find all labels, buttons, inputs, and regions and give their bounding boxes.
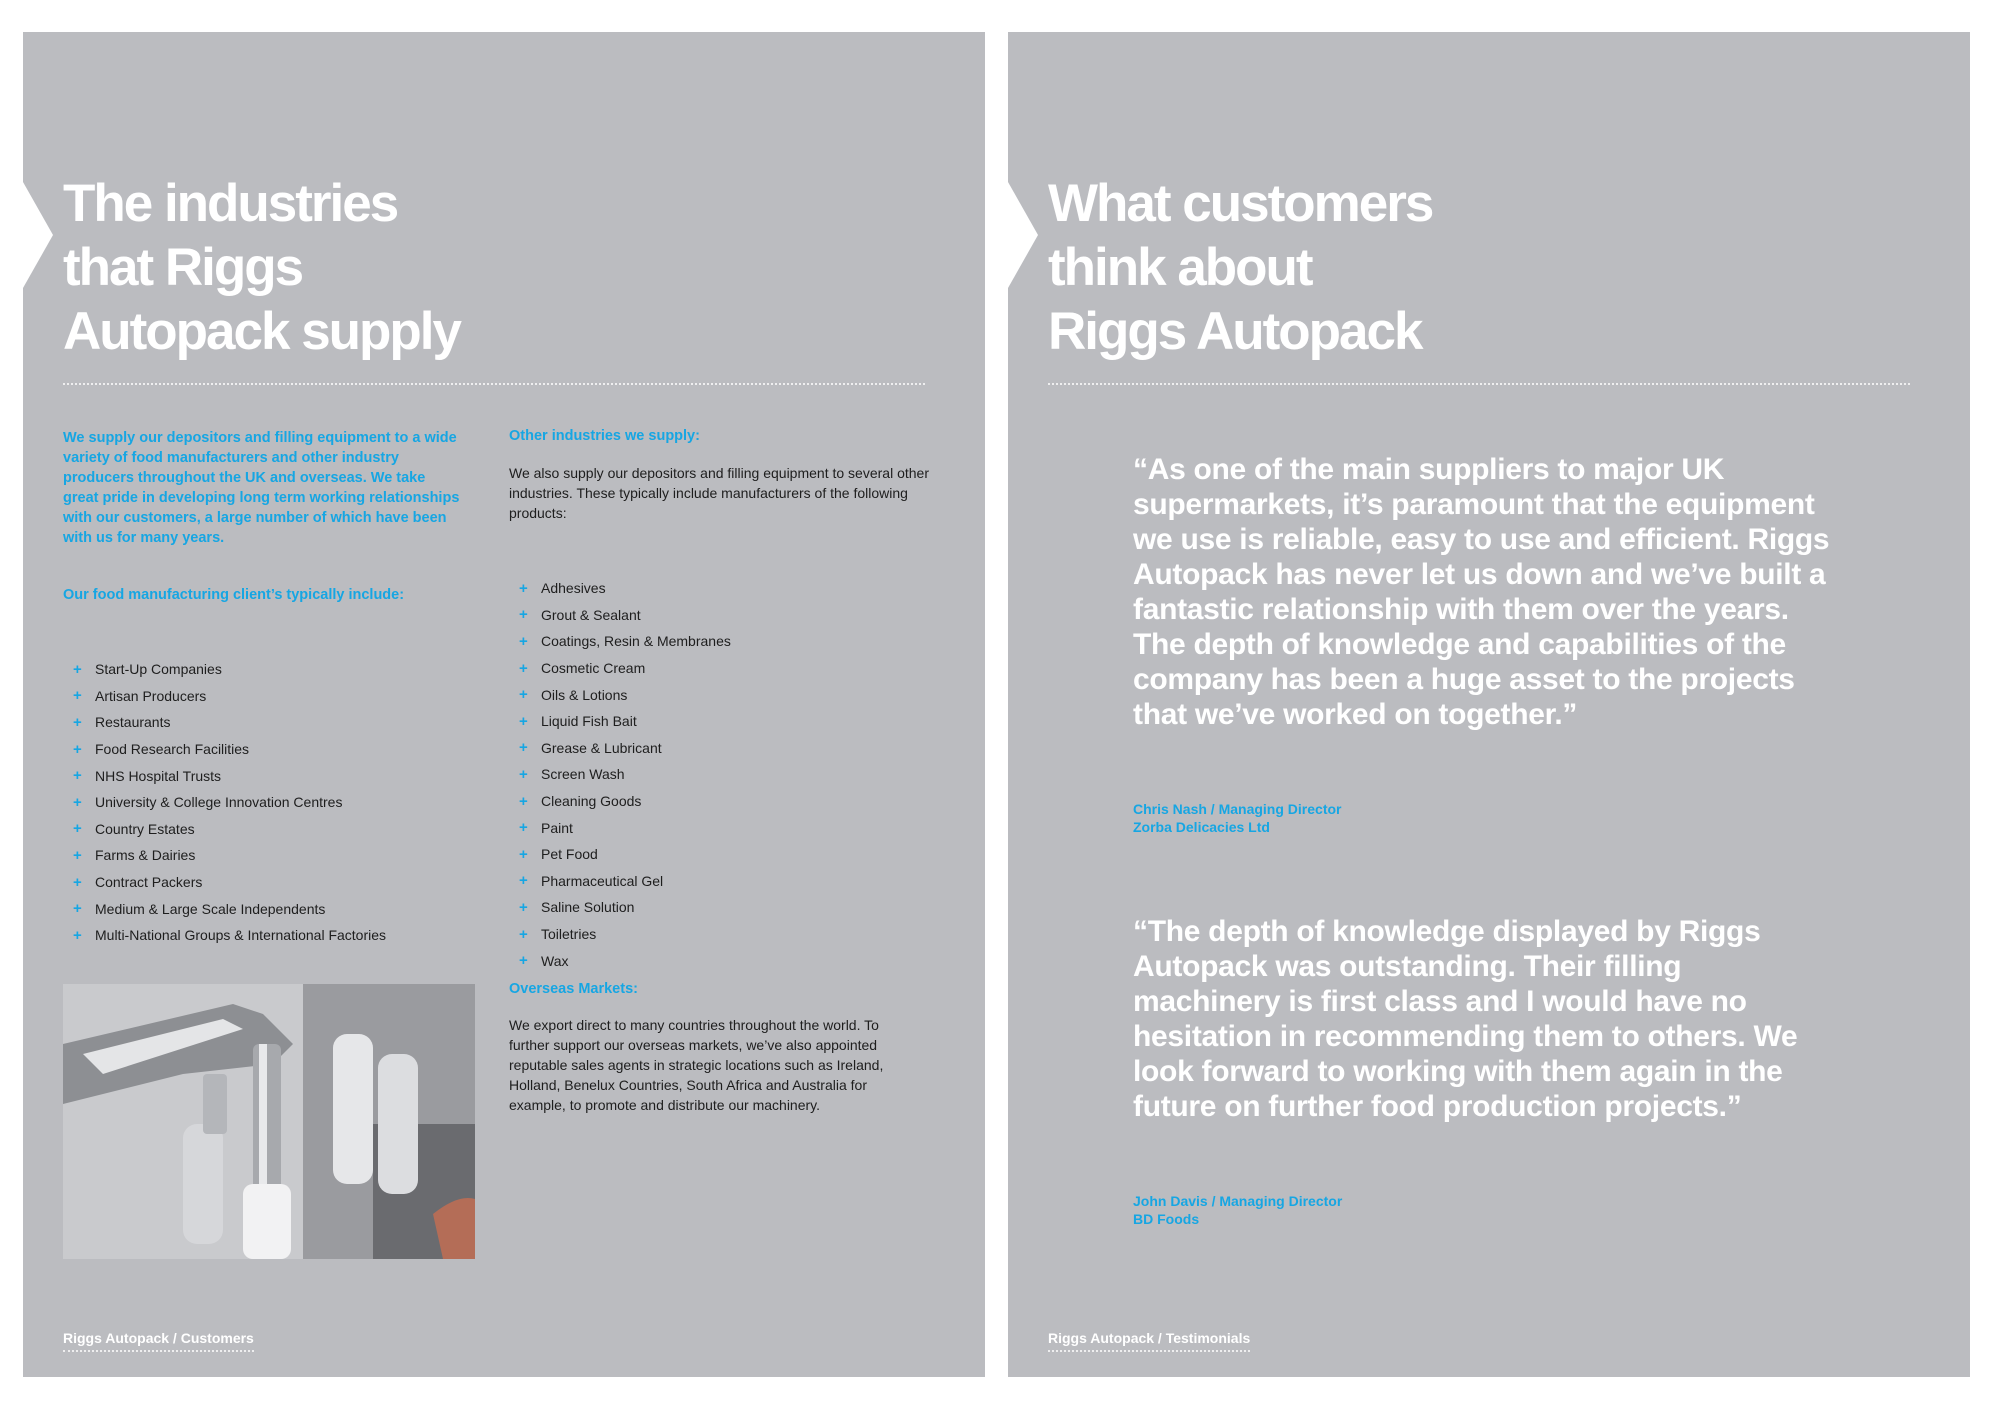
plus-bullet-icon: + xyxy=(519,606,528,624)
list-item-label: Food Research Facilities xyxy=(95,741,250,758)
overseas-markets-heading: Overseas Markets: xyxy=(509,981,638,997)
plus-bullet-icon: + xyxy=(519,925,528,943)
list-item xyxy=(509,655,731,682)
testimonial-company: Zorba Delicacies Ltd xyxy=(1133,819,1270,835)
list-item xyxy=(63,895,386,922)
list-item-label: Adhesives xyxy=(541,580,606,597)
list-item xyxy=(63,762,386,789)
list-item-label: Cleaning Goods xyxy=(541,793,642,810)
testimonial-attribution xyxy=(1133,1192,1342,1228)
filling-machine-photo xyxy=(63,984,475,1259)
list-item xyxy=(63,922,386,949)
plus-bullet-icon: + xyxy=(519,898,528,916)
page-notch-marker xyxy=(1008,182,1038,288)
page-footer: Riggs Autopack / Customers xyxy=(63,1330,254,1352)
list-item-label: Contract Packers xyxy=(95,874,203,891)
page-footer: Riggs Autopack / Testimonials xyxy=(1048,1330,1250,1352)
testimonial-author: John Davis / Managing Director xyxy=(1133,1193,1343,1209)
list-item xyxy=(509,681,731,708)
other-industries-intro: We also supply our depositors and filling equipment to several other industries. These typically include manufacturers of the following products: xyxy=(509,465,929,521)
plus-bullet-icon: + xyxy=(73,926,82,944)
list-item xyxy=(63,816,386,843)
plus-bullet-icon: + xyxy=(519,792,528,810)
list-item-label: Wax xyxy=(541,952,569,969)
list-item xyxy=(509,708,731,735)
list-item-label: Start-Up Companies xyxy=(95,661,222,678)
dotted-divider xyxy=(63,383,925,385)
list-item-label: Pharmaceutical Gel xyxy=(541,872,664,889)
intro-paragraph: We supply our depositors and filling equipment to a wide variety of food manufacturers and other industry producers throughout the UK and overseas. We take great pride in developing long term working relationships with our customers, a large number of which have been with us for many years. xyxy=(63,430,460,546)
testimonial-attribution xyxy=(1133,800,1341,836)
list-item-label: Farms & Dairies xyxy=(95,847,196,864)
plus-bullet-icon: + xyxy=(73,660,82,678)
list-item-label: Artisan Producers xyxy=(95,687,207,704)
filling-machine-illustration xyxy=(63,984,475,1259)
plus-bullet-icon: + xyxy=(519,952,528,970)
overseas-markets-text: We export direct to many countries throughout the world. To further support our overseas markets, we’ve also appointed reputable sales agents in strategic locations such as Ireland, Holland, Benelux Countries, South Africa and Australia for example, to promote and distribute our machinery. xyxy=(509,1017,884,1113)
list-item-label: Oils & Lotions xyxy=(541,686,628,703)
plus-bullet-icon: + xyxy=(519,632,528,650)
list-item xyxy=(509,602,731,629)
list-item xyxy=(63,656,386,683)
list-item-label: Grease & Lubricant xyxy=(541,739,662,756)
list-item-label: NHS Hospital Trusts xyxy=(95,767,222,784)
list-item-label: Coatings, Resin & Membranes xyxy=(541,633,731,650)
plus-bullet-icon: + xyxy=(519,845,528,863)
plus-bullet-icon: + xyxy=(519,765,528,783)
customers-page xyxy=(23,32,985,1377)
testimonial-quote: “As one of the main suppliers to major UK supermarkets, it’s paramount that the equipment we use is reliable, easy to use and efficient. Riggs Autopack has never let us down and we’ve built a fantastic relationship with them over the years. The depth of knowledge and capabilities of the company has been a huge asset to the projects that we’ve worked on together.” xyxy=(1133,453,1830,731)
plus-bullet-icon: + xyxy=(73,740,82,758)
list-item xyxy=(509,868,731,895)
other-industries-list xyxy=(509,575,731,974)
plus-bullet-icon: + xyxy=(73,846,82,864)
list-item-label: Medium & Large Scale Independents xyxy=(95,900,326,917)
other-industries-heading: Other industries we supply: xyxy=(509,428,700,444)
testimonial-company: BD Foods xyxy=(1133,1211,1200,1227)
list-item-label: Country Estates xyxy=(95,820,195,837)
list-item xyxy=(63,736,386,763)
list-item xyxy=(509,761,731,788)
list-item-label: Grout & Sealant xyxy=(541,606,641,623)
food-clients-list xyxy=(63,656,386,949)
page-heading: The industries that Riggs Autopack supply xyxy=(63,174,461,361)
list-item xyxy=(509,575,731,602)
plus-bullet-icon: + xyxy=(73,873,82,891)
testimonial-author: Chris Nash / Managing Director xyxy=(1133,801,1342,817)
list-item-label: Restaurants xyxy=(95,714,171,731)
list-item xyxy=(509,921,731,948)
plus-bullet-icon: + xyxy=(73,900,82,918)
plus-bullet-icon: + xyxy=(519,739,528,757)
food-clients-heading: Our food manufacturing client’s typically include: xyxy=(63,587,405,603)
list-item xyxy=(509,628,731,655)
plus-bullet-icon: + xyxy=(519,712,528,730)
list-item xyxy=(63,842,386,869)
list-item xyxy=(63,869,386,896)
list-item xyxy=(509,735,731,762)
list-item xyxy=(63,789,386,816)
dotted-divider xyxy=(1048,383,1910,385)
list-item xyxy=(63,683,386,710)
list-item-label: Paint xyxy=(541,819,573,836)
plus-bullet-icon: + xyxy=(519,659,528,677)
list-item-label: Multi-National Groups & International Factories xyxy=(95,927,387,944)
plus-bullet-icon: + xyxy=(519,579,528,597)
list-item-label: Screen Wash xyxy=(541,766,625,783)
list-item xyxy=(509,947,731,974)
plus-bullet-icon: + xyxy=(73,687,82,705)
plus-bullet-icon: + xyxy=(73,820,82,838)
list-item xyxy=(509,814,731,841)
list-item-label: University & College Innovation Centres xyxy=(95,794,343,811)
list-item xyxy=(509,841,731,868)
plus-bullet-icon: + xyxy=(519,819,528,837)
list-item-label: Liquid Fish Bait xyxy=(541,713,637,730)
list-item-label: Cosmetic Cream xyxy=(541,660,646,677)
plus-bullet-icon: + xyxy=(73,713,82,731)
plus-bullet-icon: + xyxy=(519,686,528,704)
list-item-label: Pet Food xyxy=(541,846,598,863)
list-item-label: Toiletries xyxy=(541,926,597,943)
testimonial-quote: “The depth of knowledge displayed by Riggs Autopack was outstanding. Their filling machinery is first class and I would have no hesitation in recommending them to others. We look forward to working with them again in the future on further food production projects.” xyxy=(1133,915,1798,1123)
list-item-label: Saline Solution xyxy=(541,899,635,916)
plus-bullet-icon: + xyxy=(519,872,528,890)
page-heading: What customers think about Riggs Autopack xyxy=(1048,174,1433,361)
page-notch-marker xyxy=(23,182,53,288)
list-item xyxy=(509,894,731,921)
plus-bullet-icon: + xyxy=(73,767,82,785)
plus-bullet-icon: + xyxy=(73,793,82,811)
list-item xyxy=(63,709,386,736)
testimonials-page xyxy=(1008,32,1970,1377)
list-item xyxy=(509,788,731,815)
